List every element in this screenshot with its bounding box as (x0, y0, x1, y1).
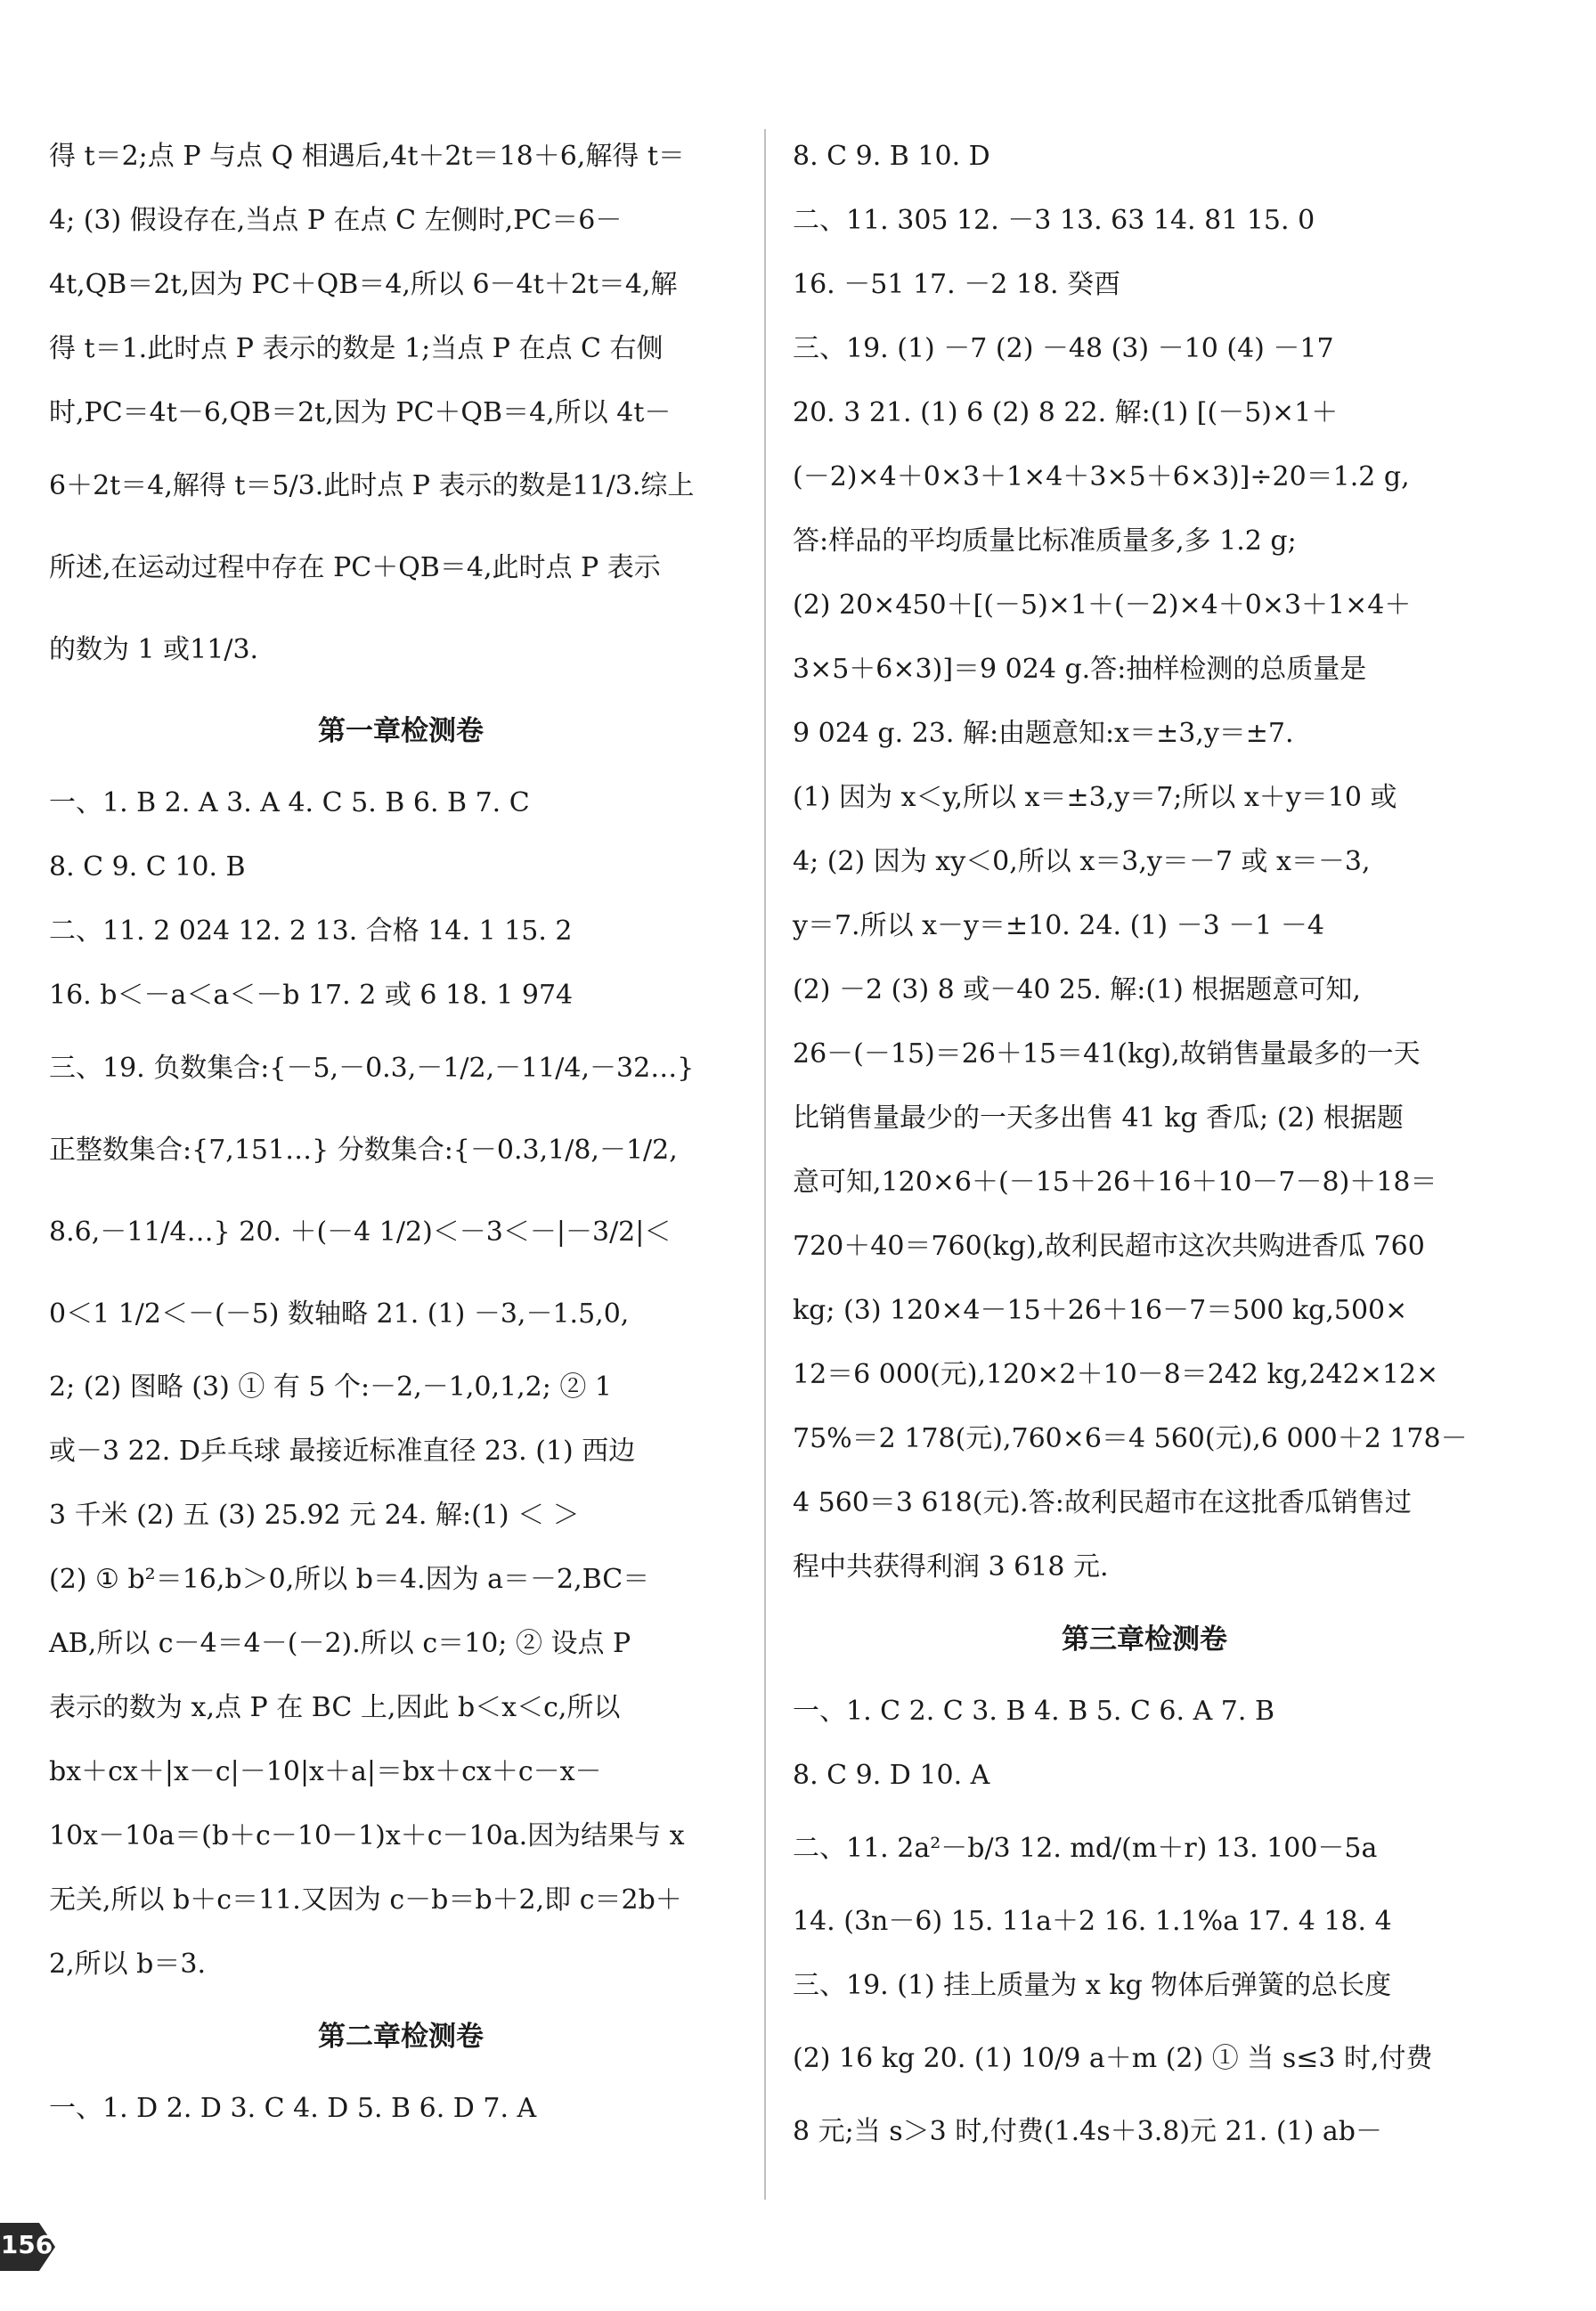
right-line: y＝7.所以 x－y＝±10. 24. (1) －3 －1 －4 (793, 910, 1324, 941)
page-number-badge (0, 2217, 59, 2276)
left-line: 4t,QB＝2t,因为 PC＋QB＝4,所以 6－4t＋2t＝4,解 (49, 269, 678, 300)
left-line: 8.6,－11/4…} 20. ＋(－4 1/2)＜－3＜－|－3/2|＜ (49, 1217, 672, 1248)
right-line: 三、19. (1) 挂上质量为 x kg 物体后弹簧的总长度 (793, 1970, 1392, 2001)
right-line: 3×5＋6×3)]＝9 024 g.答:抽样检测的总质量是 (793, 654, 1367, 685)
left-line: 2; (2) 图略 (3) ① 有 5 个:－2,－1,0,1,2; ② 1 (49, 1371, 612, 1403)
left-line: 无关,所以 b＋c＝11.又因为 c－b＝b＋2,即 c＝2b＋ (49, 1884, 682, 1916)
right-line: 14. (3n－6) 15. 11a＋2 16. 1.1%a 17. 4 18. 4 (793, 1906, 1392, 1937)
right-line: 二、11. 2a²－b/3 12. md/(m＋r) 13. 100－5a (793, 1833, 1378, 1864)
left-line: 或－3 22. D乒乓球 最接近标准直径 23. (1) 西边 (49, 1436, 636, 1467)
right-line: (－2)×4＋0×3＋1×4＋3×5＋6×3)]÷20＝1.2 g, (793, 461, 1410, 492)
right-line: kg; (3) 120×4－15＋26＋16－7＝500 kg,500× (793, 1295, 1408, 1326)
right-line: 一、1. C 2. C 3. B 4. B 5. C 6. A 7. B (793, 1696, 1274, 1727)
right-line: 三、19. (1) －7 (2) －48 (3) －10 (4) －17 (793, 333, 1334, 364)
right-line: 12＝6 000(元),120×2＋10－8＝242 kg,242×12× (793, 1359, 1439, 1390)
right-line: 26－(－15)＝26＋15＝41(kg),故销售量最多的一天 (793, 1038, 1421, 1070)
left-line: 的数为 1 或11/3. (49, 634, 259, 665)
section-heading: 第三章检测卷 (1062, 1623, 1227, 1656)
right-line: 4 560＝3 618(元).答:故利民超市在这批香瓜销售过 (793, 1487, 1412, 1518)
left-line: bx＋cx＋|x－c|－10|x＋a|＝bx＋cx＋c－x－ (49, 1756, 602, 1787)
left-line: 一、1. B 2. A 3. A 4. C 5. B 6. B 7. C (49, 787, 530, 818)
left-line: 3 千米 (2) 五 (3) 25.92 元 24. 解:(1) ＜ ＞ (49, 1500, 580, 1531)
left-line: 二、11. 2 024 12. 2 13. 合格 14. 1 15. 2 (49, 915, 573, 947)
left-line: 8. C 9. C 10. B (49, 851, 246, 883)
right-line: (2) 16 kg 20. (1) 10/9 a＋m (2) ① 当 s≤3 时,付费 (793, 2043, 1433, 2074)
left-line: 6＋2t＝4,解得 t＝5/3.此时点 P 表示的数是11/3.综上 (49, 470, 695, 501)
left-line: 得 t＝1.此时点 P 表示的数是 1;当点 P 在点 C 右侧 (49, 333, 664, 364)
left-line: 10x－10a＝(b＋c－10－1)x＋c－10a.因为结果与 x (49, 1820, 685, 1851)
left-line: 所述,在运动过程中存在 PC＋QB＝4,此时点 P 表示 (49, 552, 661, 583)
right-line: (2) 20×450＋[(－5)×1＋(－2)×4＋0×3＋1×4＋ (793, 590, 1412, 621)
right-line: (2) －2 (3) 8 或－40 25. 解:(1) 根据题意可知, (793, 974, 1361, 1005)
left-line: 2,所以 b＝3. (49, 1949, 206, 1980)
right-line: 比销售量最少的一天多出售 41 kg 香瓜; (2) 根据题 (793, 1103, 1404, 1134)
section-heading: 第一章检测卷 (318, 715, 484, 747)
left-line: (2) ① b²＝16,b＞0,所以 b＝4.因为 a＝－2,BC＝ (49, 1564, 650, 1595)
left-line: 表示的数为 x,点 P 在 BC 上,因此 b＜x＜c,所以 (49, 1692, 621, 1723)
right-line: 8. C 9. D 10. A (793, 1760, 990, 1791)
left-line: 4; (3) 假设存在,当点 P 在点 C 左侧时,PC＝6－ (49, 205, 623, 236)
right-line: 720＋40＝760(kg),故利民超市这次共购进香瓜 760 (793, 1231, 1425, 1262)
section-heading: 第二章检测卷 (318, 2021, 484, 2053)
page-number: 156 (0, 2230, 53, 2259)
left-line: 一、1. D 2. D 3. C 4. D 5. B 6. D 7. A (49, 2093, 537, 2124)
right-line: 意可知,120×6＋(－15＋26＋16＋10－7－8)＋18＝ (793, 1167, 1437, 1198)
right-line: 答:样品的平均质量比标准质量多,多 1.2 g; (793, 525, 1297, 557)
left-line: 三、19. 负数集合:{－5,－0.3,－1/2,－11/4,－32…} (49, 1053, 695, 1084)
left-line: 时,PC＝4t－6,QB＝2t,因为 PC＋QB＝4,所以 4t－ (49, 397, 672, 428)
right-line: 4; (2) 因为 xy＜0,所以 x＝3,y＝－7 或 x＝－3, (793, 846, 1371, 877)
left-line: 得 t＝2;点 P 与点 Q 相遇后,4t＋2t＝18＋6,解得 t＝ (49, 141, 685, 172)
right-line: 程中共获得利润 3 618 元. (793, 1551, 1109, 1583)
right-line: 9 024 g. 23. 解:由题意知:x＝±3,y＝±7. (793, 718, 1294, 749)
left-line: 16. b＜－a＜a＜－b 17. 2 或 6 18. 1 974 (49, 980, 574, 1011)
left-column (49, 125, 753, 2141)
right-line: (1) 因为 x＜y,所以 x＝±3,y＝7;所以 x＋y＝10 或 (793, 782, 1397, 813)
right-column (793, 125, 1496, 2164)
left-line: AB,所以 c－4＝4－(－2).所以 c＝10; ② 设点 P (49, 1628, 631, 1659)
right-line: 75%＝2 178(元),760×6＝4 560(元),6 000＋2 178－ (793, 1423, 1468, 1454)
column-divider (764, 129, 766, 2200)
left-line: 正整数集合:{7,151…} 分数集合:{－0.3,1/8,－1/2, (49, 1135, 678, 1166)
right-line: 8. C 9. B 10. D (793, 141, 990, 172)
right-line: 8 元;当 s＞3 时,付费(1.4s＋3.8)元 21. (1) ab－ (793, 2116, 1382, 2147)
left-line: 0＜1 1/2＜－(－5) 数轴略 21. (1) －3,－1.5,0, (49, 1298, 630, 1330)
right-line: 16. －51 17. －2 18. 癸酉 (793, 269, 1121, 300)
right-line: 20. 3 21. (1) 6 (2) 8 22. 解:(1) [(－5)×1＋ (793, 397, 1339, 428)
right-line: 二、11. 305 12. －3 13. 63 14. 81 15. 0 (793, 205, 1315, 236)
